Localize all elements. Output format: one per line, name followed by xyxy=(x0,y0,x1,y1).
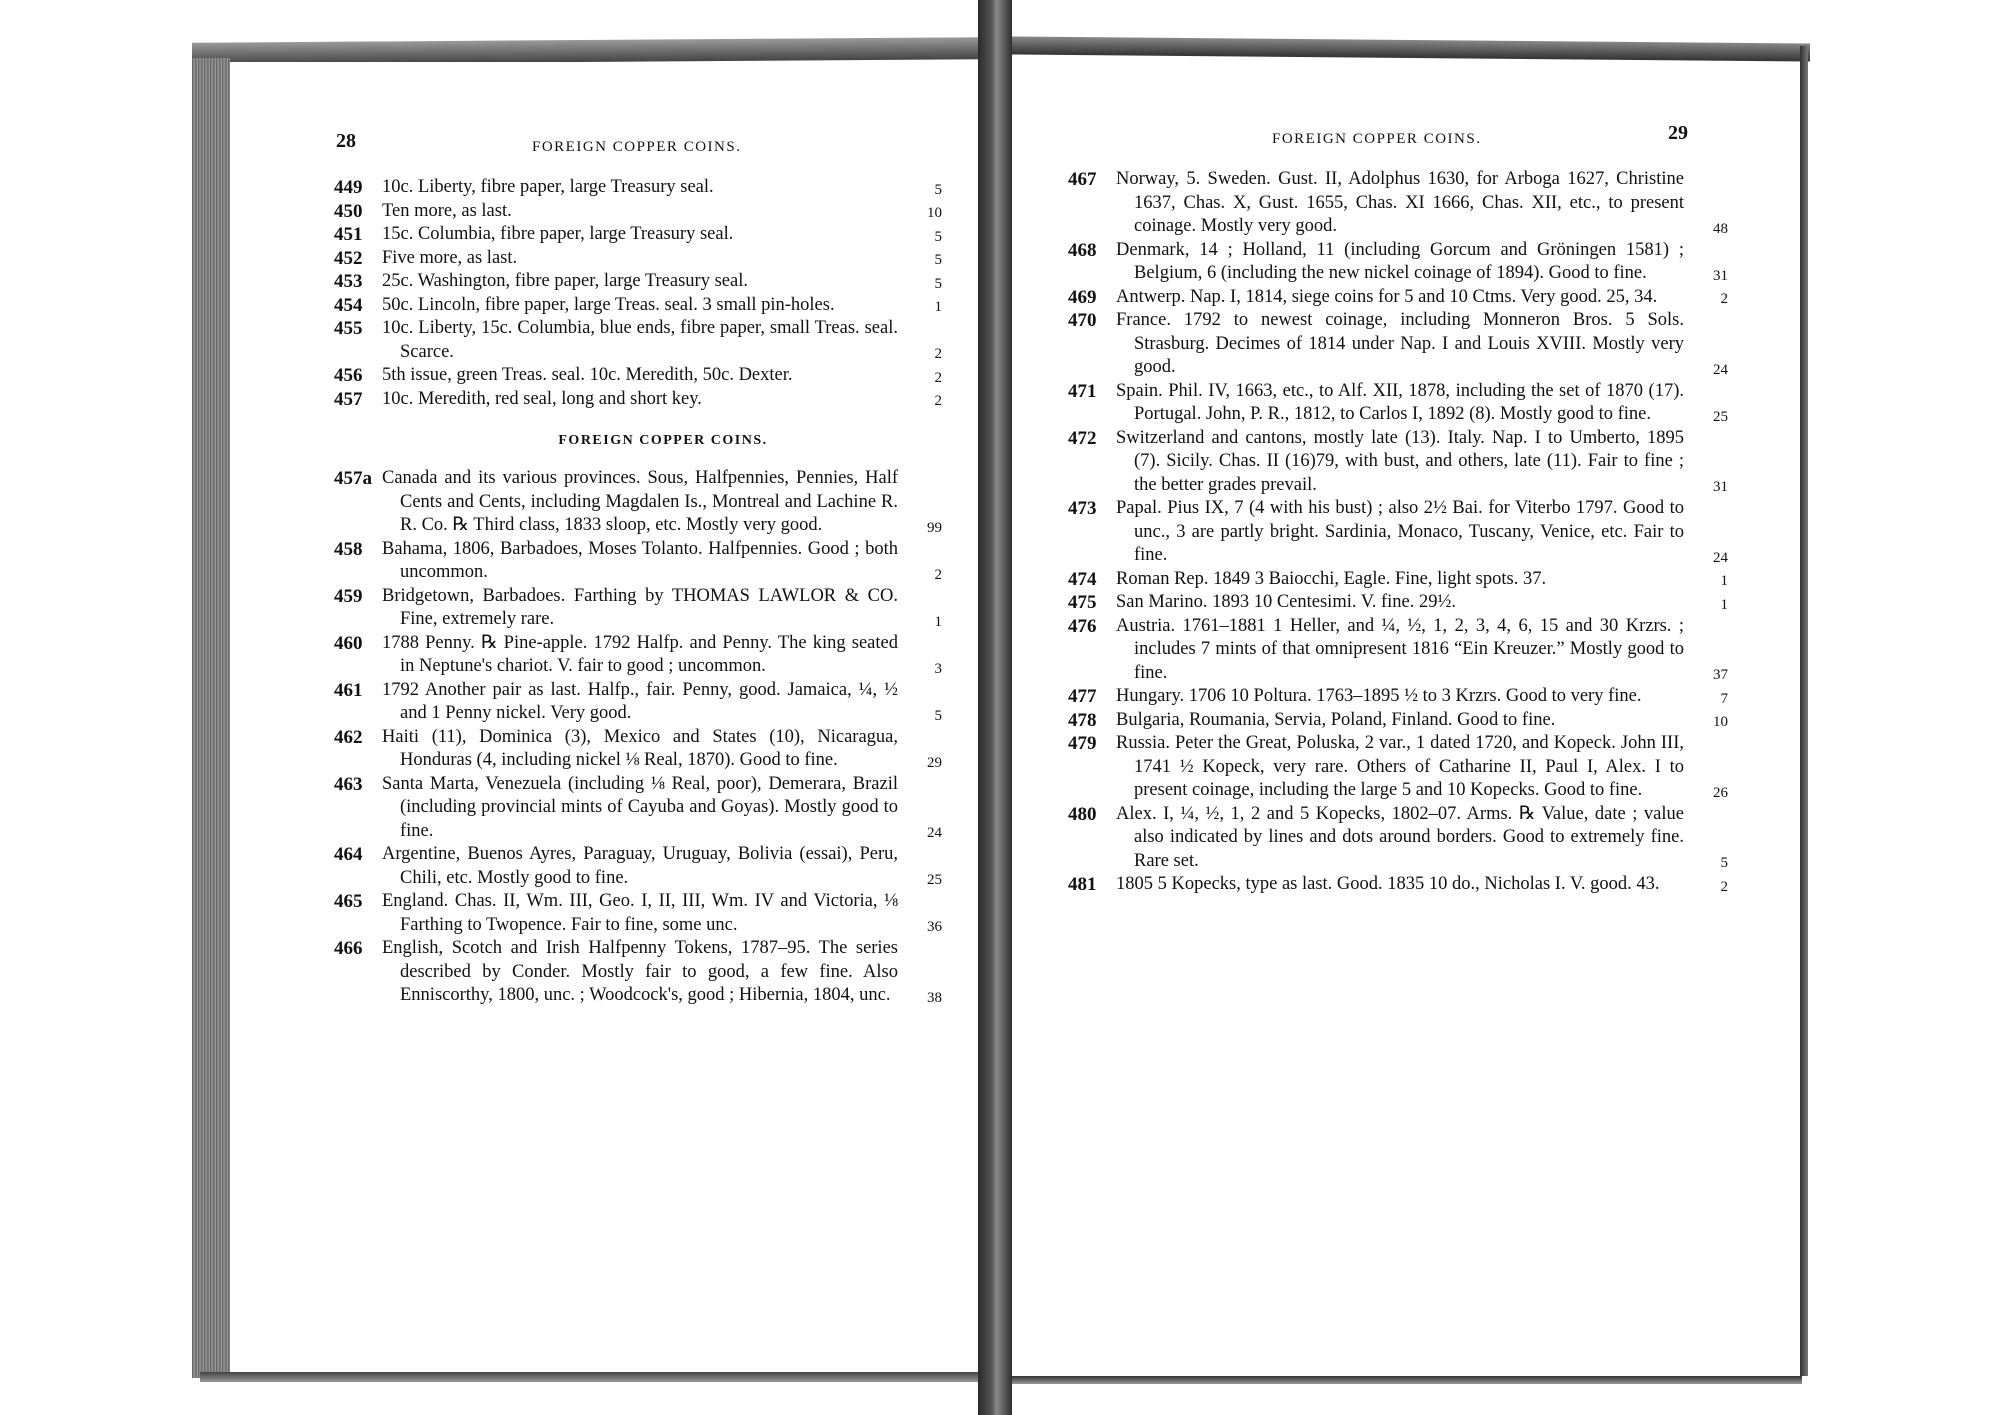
lot-count: 2 xyxy=(934,369,942,386)
lot-count: 10 xyxy=(927,205,942,221)
lot-description: 15c. Columbia, fibre paper, large Treasury seal. xyxy=(382,224,734,244)
lot-number: 449 xyxy=(334,177,363,198)
book-binding xyxy=(978,0,1012,1415)
catalog-entry xyxy=(1068,803,1748,874)
lot-count: 2 xyxy=(934,393,942,409)
lot-description: Argentine, Buenos Ayres, Paraguay, Uruguay, Bolivia (essai), Peru, Chili, etc. Mostly good to fine. xyxy=(382,844,898,888)
lot-number: 477 xyxy=(1068,686,1097,707)
book-edge-right xyxy=(1800,46,1808,1376)
lot-count: 24 xyxy=(927,825,942,841)
lot-description: Alex. I, ¼, ½, 1, 2 and 5 Kopecks, 1802–07. Arms. ℞ Value, date ; value also indicated by lines and dots around borders. Good to extremely fine. Rare set. xyxy=(1116,803,1684,871)
lot-count: 2 xyxy=(1720,291,1728,307)
lot-number: 479 xyxy=(1068,733,1097,754)
lot-number: 476 xyxy=(1068,615,1097,637)
right-entries xyxy=(1068,168,1748,897)
lot-count: 1 xyxy=(1720,596,1728,613)
lot-number: 475 xyxy=(1068,592,1097,613)
catalog-entry xyxy=(1068,427,1748,498)
lot-description: Spain. Phil. IV, 1663, etc., to Alf. XII, 1878, including the set of 1870 (17). Portugal. John, P. R., 1812, to Carlos I, 1892 (8). Mostly good to fine. xyxy=(1116,380,1684,424)
lot-number: 468 xyxy=(1068,239,1097,261)
catalog-entry xyxy=(334,467,942,538)
left-entries xyxy=(334,176,942,1008)
lot-description: Canada and its various provinces. Sous, Halfpennies, Pennies, Half Cents and Cents, including Magdalen Is., Montreal and Lachine R. R. Co. ℞ Third class, 1833 sloop, etc. Mostly very good. xyxy=(382,468,898,535)
lot-number: 478 xyxy=(1068,709,1097,731)
lot-number: 454 xyxy=(334,294,363,316)
catalog-entry xyxy=(334,317,942,364)
lot-description: Norway, 5. Sweden. Gust. II, Adolphus 1630, for Arboga 1627, Christine 1637, Chas. X, Gust. 1655, Chas. XI 1666, Chas. XII, etc., to present coinage. Mostly very good. xyxy=(1116,169,1684,236)
lot-description: 25c. Washington, fibre paper, large Treasury seal. xyxy=(382,271,748,291)
lot-description: 1788 Penny. ℞ Pine-apple. 1792 Halfp. and Penny. The king seated in Neptune's chariot. V. fair to good ; uncommon. xyxy=(382,632,898,676)
catalog-entry xyxy=(334,843,942,890)
lot-description: Hungary. 1706 10 Poltura. 1763–1895 ½ to 3 Krzrs. Good to very fine. xyxy=(1116,686,1642,706)
lot-number: 469 xyxy=(1068,286,1097,308)
lot-count: 10 xyxy=(1713,714,1728,730)
lot-count: 29 xyxy=(927,754,942,771)
lot-count: 25 xyxy=(1713,408,1728,425)
catalog-entry xyxy=(1068,873,1748,897)
catalog-entry xyxy=(334,270,942,294)
lot-number: 467 xyxy=(1068,169,1097,190)
catalog-entry xyxy=(334,223,942,247)
lot-count: 36 xyxy=(927,919,942,935)
catalog-entry xyxy=(1068,568,1748,592)
lot-number: 457 xyxy=(334,388,363,410)
lot-count: 26 xyxy=(1713,784,1728,801)
lot-count: 2 xyxy=(1720,878,1728,895)
section-heading: FOREIGN COPPER COINS. xyxy=(558,433,768,448)
lot-description: Santa Marta, Venezuela (including ⅛ Real, poor), Demerara, Brazil (including provincial mints of Cayuba and Goyas). Mostly good to fine. xyxy=(382,773,898,841)
lot-count: 31 xyxy=(1713,267,1728,284)
catalog-entry xyxy=(334,294,942,318)
lot-description: Bridgetown, Barbadoes. Farthing by THOMAS LAWLOR & CO. Fine, extremely rare. xyxy=(382,585,898,629)
lot-description: Antwerp. Nap. I, 1814, siege coins for 5 and 10 Ctms. Very good. 25, 34. xyxy=(1116,286,1658,307)
lot-description: San Marino. 1893 10 Centesimi. V. fine. 29½. xyxy=(1116,592,1457,612)
lot-number: 473 xyxy=(1068,498,1097,519)
lot-description: 5th issue, green Treas. seal. 10c. Meredith, 50c. Dexter. xyxy=(382,365,793,385)
lot-number: 457a xyxy=(334,468,372,489)
lot-count: 5 xyxy=(934,252,942,268)
book-edge-top-left xyxy=(192,37,982,65)
catalog-entry xyxy=(1068,685,1748,709)
lot-count: 24 xyxy=(1713,361,1728,378)
lot-count: 38 xyxy=(927,989,942,1006)
lot-description: Denmark, 14 ; Holland, 11 (including Gorcum and Gröningen 1581) ; Belgium, 6 (including the new nickel coinage of 1894). Good to fine. xyxy=(1116,239,1684,283)
lot-number: 452 xyxy=(334,247,363,269)
lot-number: 466 xyxy=(334,938,363,959)
book-page-stack-left xyxy=(192,58,230,1378)
lot-description: France. 1792 to newest coinage, including Monneron Bros. 5 Sols. Strasburg. Decimes of 1814 under Nap. I and Louis XVIII. Mostly very good. xyxy=(1116,310,1684,377)
lot-count: 5 xyxy=(934,275,942,292)
catalog-entry xyxy=(1068,168,1748,239)
catalog-entry xyxy=(1068,732,1748,803)
lot-description: 50c. Lincoln, fibre paper, large Treas. seal. 3 small pin-holes. xyxy=(382,294,835,315)
lot-number: 461 xyxy=(334,679,363,701)
lot-number: 451 xyxy=(334,224,363,245)
lot-number: 471 xyxy=(1068,380,1097,402)
lot-number: 474 xyxy=(1068,568,1097,590)
catalog-entry xyxy=(334,632,942,679)
lot-description: Switzerland and cantons, mostly late (13). Italy. Nap. I to Umberto, 1895 (7). Sicily. Chas. II (16)79, with bust, and others, late (11). Fair to fine ; the better grades prevail. xyxy=(1116,427,1684,495)
lot-count: 37 xyxy=(1713,667,1728,683)
book-edge-bottom-left xyxy=(200,1372,990,1382)
lot-description: Austria. 1761–1881 1 Heller, and ¼, ½, 1, 2, 3, 4, 6, 15 and 30 Krzrs. ; includes 7 mints of that omnipresent 1816 “Ein Kreuzer.” Mostly good to fine. xyxy=(1116,615,1684,683)
lot-description: 1792 Another pair as last. Halfp., fair. Penny, good. Jamaica, ¼, ½ and 1 Penny nickel. Very good. xyxy=(382,679,898,723)
catalog-entry xyxy=(334,726,942,773)
catalog-entry xyxy=(1068,309,1748,380)
lot-description: 10c. Liberty, 15c. Columbia, blue ends, fibre paper, small Treas. seal. Scarce. xyxy=(382,318,898,362)
catalog-entry xyxy=(334,890,942,937)
lot-number: 464 xyxy=(334,844,363,865)
catalog-entry xyxy=(334,364,942,388)
lot-number: 462 xyxy=(334,726,363,748)
lot-description: Bahama, 1806, Barbadoes, Moses Tolanto. Halfpennies. Good ; both uncommon. xyxy=(382,538,898,582)
lot-count: 2 xyxy=(934,346,942,362)
lot-count: 1 xyxy=(934,299,942,315)
lot-number: 465 xyxy=(334,891,363,912)
lot-description: Haiti (11), Dominica (3), Mexico and States (10), Nicaragua, Honduras (4, including nickel ⅛ Real, 1870). Good to fine. xyxy=(382,726,898,770)
lot-number: 459 xyxy=(334,585,363,607)
catalog-entry xyxy=(1068,380,1748,427)
catalog-entry xyxy=(334,538,942,585)
lot-description: Russia. Peter the Great, Poluska, 2 var., 1 dated 1720, and Kopeck. John III, 1741 ½ Kopeck, very rare. Others of Catharine II, Paul I, Alex. I to present coinage, including the large 5 and 10 Kopecks. Good to fine. xyxy=(1116,733,1684,800)
lot-number: 481 xyxy=(1068,874,1097,895)
catalog-entry xyxy=(1068,497,1748,568)
book-edge-top-right xyxy=(1012,37,1810,62)
catalog-entry xyxy=(1068,709,1748,733)
lot-number: 458 xyxy=(334,538,363,560)
lot-description: 10c. Meredith, red seal, long and short key. xyxy=(382,388,702,409)
lot-count: 25 xyxy=(927,872,942,888)
lot-description: Bulgaria, Roumania, Servia, Poland, Finland. Good to fine. xyxy=(1116,709,1556,730)
catalog-entry xyxy=(1068,591,1748,615)
catalog-entry xyxy=(1068,615,1748,686)
catalog-entry xyxy=(1068,239,1748,286)
catalog-entry xyxy=(334,773,942,844)
lot-count: 48 xyxy=(1713,220,1728,237)
right-running-head: FOREIGN COPPER COINS. xyxy=(1272,131,1482,147)
catalog-entry xyxy=(334,679,942,726)
lot-number: 480 xyxy=(1068,803,1097,825)
lot-number: 455 xyxy=(334,318,363,339)
lot-description: England. Chas. II, Wm. III, Geo. I, II, III, Wm. IV and Victoria, ⅛ Farthing to Twopence. Fair to fine, some unc. xyxy=(382,891,898,935)
lot-count: 1 xyxy=(1720,573,1728,589)
left-page-number: 28 xyxy=(336,130,356,152)
lot-description: English, Scotch and Irish Halfpenny Tokens, 1787–95. The series described by Conder. Mostly fair to good, a few fine. Also Enniscorthy, 1800, unc. ; Woodcock's, good ; Hibernia, 1804, unc. xyxy=(382,938,898,1005)
catalog-entry xyxy=(334,247,942,271)
lot-count: 31 xyxy=(1713,479,1728,495)
lot-count: 5 xyxy=(934,181,942,198)
lot-description: 10c. Liberty, fibre paper, large Treasury seal. xyxy=(382,177,714,197)
catalog-entry xyxy=(334,585,942,632)
lot-count: 99 xyxy=(927,519,942,536)
lot-count: 5 xyxy=(934,228,942,245)
lot-number: 460 xyxy=(334,632,363,654)
lot-description: Ten more, as last. xyxy=(382,200,512,221)
lot-number: 470 xyxy=(1068,310,1097,331)
lot-number: 463 xyxy=(334,773,363,795)
lot-number: 456 xyxy=(334,365,363,386)
lot-description: Papal. Pius IX, 7 (4 with his bust) ; also 2½ Bai. for Viterbo 1797. Good to unc., 3 are partly bright. Sardinia, Monaco, Tuscany, Venice, etc. Fair to fine. xyxy=(1116,498,1684,565)
lot-description: 1805 5 Kopecks, type as last. Good. 1835 10 do., Nicholas I. V. good. 43. xyxy=(1116,874,1660,894)
catalog-entry xyxy=(334,176,942,200)
catalog-entry xyxy=(1068,286,1748,310)
lot-description: Roman Rep. 1849 3 Baiocchi, Eagle. Fine, light spots. 37. xyxy=(1116,568,1547,589)
lot-count: 3 xyxy=(934,660,942,677)
left-running-head: FOREIGN COPPER COINS. xyxy=(532,139,742,155)
lot-description: Five more, as last. xyxy=(382,247,518,268)
catalog-entry xyxy=(334,200,942,224)
lot-number: 453 xyxy=(334,271,363,292)
right-page-number: 29 xyxy=(1668,122,1688,144)
catalog-entry xyxy=(334,937,942,1008)
lot-count: 5 xyxy=(1720,855,1728,871)
lot-count: 24 xyxy=(1713,549,1728,566)
lot-count: 5 xyxy=(934,707,942,724)
lot-count: 7 xyxy=(1720,690,1728,707)
book-edge-bottom-right xyxy=(1012,1376,1802,1384)
lot-number: 450 xyxy=(334,200,363,222)
lot-count: 2 xyxy=(934,566,942,583)
lot-number: 472 xyxy=(1068,427,1097,449)
lot-count: 1 xyxy=(934,613,942,630)
catalog-entry xyxy=(334,388,942,412)
